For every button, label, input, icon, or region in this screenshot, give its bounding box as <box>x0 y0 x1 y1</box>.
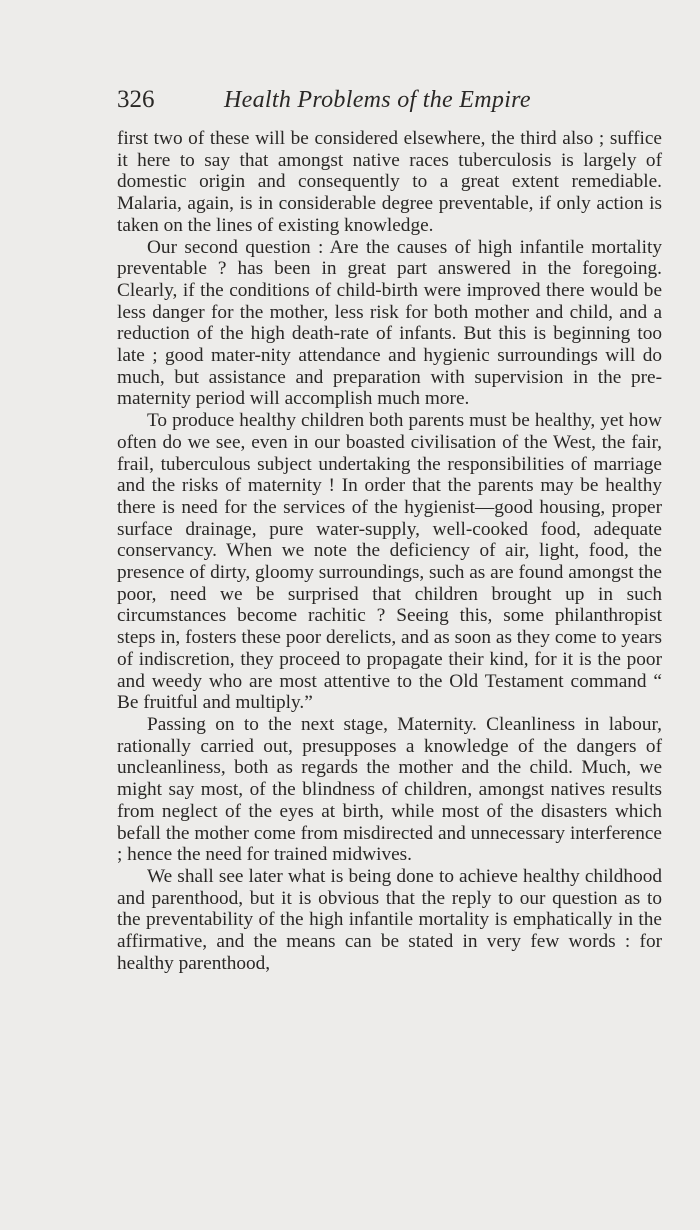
running-head <box>117 86 662 126</box>
paragraph-1: first two of these will be considered elsewhere, the third also ; suffice it here to say that amongst native races tuberculosis is largely of domestic origin and consequently to a great extent remediable. Malaria, again, is in considerable degree preventable, if only action is taken on the lines of existing knowledge. <box>117 128 662 236</box>
paragraph-5: We shall see later what is being done to achieve healthy childhood and parenthood, but it is obvious that the reply to our question as to the preventability of the high infantile mortality is emphatically in the affirmative, and the means can be stated in very few words : for healthy parenthood, <box>117 865 662 974</box>
paragraph-3: To produce healthy children both parents must be healthy, yet how often do we see, even in our boasted civilisation of the West, the fair, frail, tuberculous subject undertaking the responsibilities of marriage and the risks of maternity ! In order that the parents may be healthy there is need for the services of the hygienist—good housing, proper surface drainage, pure water-supply, well-cooked food, adequate conservancy. When we note the deficiency of air, light, food, the presence of dirty, gloomy surroundings, such as are found amongst the poor, need we be surprised that children brought up in such circumstances become rachitic ? Seeing this, some philanthropist steps in, fosters these poor derelicts, and as soon as they come to years of indiscretion, they proceed to propagate their kind, for it is the poor and weedy who are most attentive to the Old Testament command “ Be fruitful and multiply.” <box>117 410 662 714</box>
running-title: Health Problems of the Empire <box>224 87 531 113</box>
body-text <box>117 128 662 974</box>
paragraph-4: Passing on to the next stage, Maternity. Cleanliness in labour, rationally carried out, presupposes a knowledge of the dangers of uncleanliness, both as regards the mother and the child. Much, we might say most, of the blindness of children, amongst natives results from neglect of the eyes at birth, while most of the disasters which befall the mother come from misdirected and unnecessary interference ; hence the need for trained midwives. <box>117 713 662 866</box>
paragraph-2: Our second question : Are the causes of high infantile mortality preventable ? has been in great part answered in the foregoing. Clearly, if the conditions of child-birth were improved there would be less danger for the mother, less risk for both mother and child, and a reduction of the high death-rate of infants. But this is beginning too late ; good mater-nity attendance and hygienic surroundings will do much, but assistance and preparation with supervision in the pre-maternity period will accomplish much more. <box>117 236 662 410</box>
page-number: 326 <box>117 86 155 113</box>
